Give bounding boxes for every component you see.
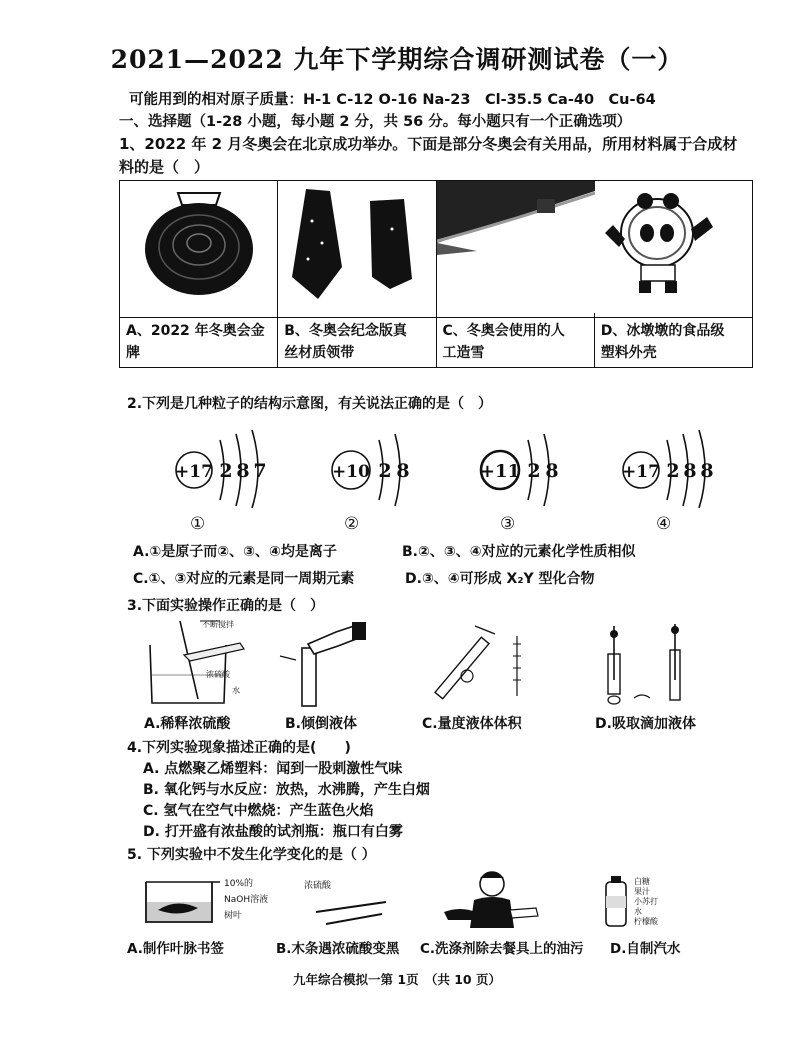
particle-label-2: ② — [344, 514, 360, 534]
q5-stem: 5. 下列实验中不发生化学变化的是（ ） — [127, 847, 376, 863]
page-title: 2021—2022 九年下学期综合调研测试卷（一） — [110, 45, 684, 74]
leaf-vein-figure — [140, 872, 290, 932]
particle-diagram-1 — [168, 428, 268, 508]
svg-text:果汁: 果汁 — [634, 887, 650, 896]
q3-option-c[interactable]: C.量度液体体积 — [422, 716, 522, 732]
particle-diagram-3 — [474, 428, 564, 508]
dilute-acid-figure — [140, 615, 260, 710]
q2-option-a[interactable]: A.①是原子而②、③、④均是离子 — [133, 544, 337, 560]
q4-option-d[interactable]: D. 打开盛有浓盐酸的试剂瓶：瓶口有白雾 — [143, 824, 403, 840]
q3-stem: 3.下面实验操作正确的是（ ） — [127, 598, 325, 614]
q2-option-d[interactable]: D.③、④可形成 X₂Y 型化合物 — [405, 571, 595, 587]
svg-text:8: 8 — [236, 460, 250, 482]
particle-label-4: ④ — [656, 514, 672, 534]
washing-dishes-figure — [440, 866, 550, 936]
svg-text:2: 2 — [219, 460, 233, 482]
svg-text:树叶: 树叶 — [224, 911, 243, 921]
svg-text:8: 8 — [545, 460, 559, 482]
q5-option-c[interactable]: C.洗涤剂除去餐具上的油污 — [420, 941, 584, 957]
pour-liquid-figure — [272, 620, 382, 710]
q4-option-b[interactable]: B. 氧化钙与水反应：放热，水沸腾，产生白烟 — [143, 782, 430, 798]
svg-text:8: 8 — [700, 460, 714, 482]
svg-text:浓硫酸: 浓硫酸 — [304, 881, 332, 891]
q3-option-d[interactable]: D.吸取滴加液体 — [595, 716, 696, 732]
svg-text:小苏打: 小苏打 — [634, 897, 658, 906]
homemade-soda-figure — [600, 872, 690, 932]
svg-text:10%的: 10%的 — [224, 879, 254, 889]
gold-medal-icon — [120, 181, 278, 313]
q5-option-d[interactable]: D.自制汽水 — [610, 941, 681, 957]
svg-text:+17: +17 — [622, 462, 660, 482]
q5-option-b[interactable]: B.木条遇浓硫酸变黑 — [276, 941, 400, 957]
bing-dwen-dwen-icon — [595, 181, 753, 313]
q3-option-a[interactable]: A.稀释浓硫酸 — [144, 716, 231, 732]
dropper-figure — [590, 620, 700, 710]
svg-text:水: 水 — [232, 686, 240, 695]
particle-label-3: ③ — [500, 514, 516, 534]
q1-image-b — [278, 181, 436, 318]
q1-image-d — [594, 181, 752, 318]
svg-text:+17: +17 — [175, 462, 213, 482]
q1-option-c[interactable]: C、冬奥会使用的人 工造雪 — [436, 318, 594, 368]
q2-option-c[interactable]: C.①、③对应的元素是同一周期元素 — [133, 571, 355, 587]
q1-options-table — [119, 180, 753, 368]
page-footer: 九年综合模拟一第 1页 （共 10 页） — [293, 972, 501, 987]
q1-image-c — [436, 181, 594, 318]
svg-text:8: 8 — [683, 460, 697, 482]
silk-tie-icon — [278, 181, 436, 313]
section-heading: 一、选择题（1-28 小题，每小题 2 分，共 56 分。每小题只有一个正确选项） — [119, 114, 632, 130]
svg-text:+10: +10 — [332, 462, 370, 482]
q4-option-a[interactable]: A. 点燃聚乙烯塑料：闻到一股刺激性气味 — [143, 761, 403, 777]
svg-text:8: 8 — [396, 460, 410, 482]
svg-text:2: 2 — [378, 460, 392, 482]
svg-text:7: 7 — [253, 460, 267, 482]
q1-option-d[interactable]: D、冰墩墩的食品级 塑料外壳 — [594, 318, 752, 368]
svg-text:浓硫酸: 浓硫酸 — [206, 670, 230, 679]
svg-text:2: 2 — [527, 460, 541, 482]
svg-text:2: 2 — [666, 460, 680, 482]
q1-stem-line2: 料的是（ ） — [119, 158, 210, 176]
particle-diagram-2 — [325, 428, 415, 508]
q1-stem-line1: 1、2022 年 2 月冬奥会在北京成功举办。下面是部分冬奥会有关用品，所用材料属于合成材 — [119, 135, 738, 153]
q1-option-a[interactable]: A、2022 年冬奥会金 牌 — [120, 318, 278, 368]
measure-volume-figure — [405, 620, 545, 710]
particle-diagram-4 — [615, 428, 715, 508]
svg-text:不断搅拌: 不断搅拌 — [202, 620, 234, 629]
q4-stem: 4.下列实验现象描述正确的是( ) — [127, 740, 351, 756]
svg-text:柠檬酸: 柠檬酸 — [634, 917, 658, 926]
artificial-snow-icon — [437, 181, 595, 313]
svg-text:水: 水 — [634, 907, 642, 916]
svg-text:NaOH溶液: NaOH溶液 — [224, 895, 269, 905]
q5-option-a[interactable]: A.制作叶脉书签 — [127, 941, 224, 957]
q2-option-b[interactable]: B.②、③、④对应的元素化学性质相似 — [402, 544, 636, 560]
q1-option-b[interactable]: B、冬奥会纪念版真 丝材质领带 — [278, 318, 436, 368]
q3-option-b[interactable]: B.倾倒液体 — [285, 716, 357, 732]
svg-text:白糖: 白糖 — [634, 877, 650, 886]
q4-option-c[interactable]: C. 氢气在空气中燃烧：产生蓝色火焰 — [143, 803, 374, 819]
stick-acid-figure — [296, 872, 396, 932]
q2-stem: 2.下列是几种粒子的结构示意图，有关说法正确的是（ ） — [127, 396, 493, 412]
q1-image-a — [120, 181, 278, 318]
particle-label-1: ① — [190, 514, 206, 534]
atomic-mass-line: 可能用到的相对原子质量：H-1 C-12 O-16 Na-23 Cl-35.5 Ca-40 Cu-64 — [129, 92, 656, 108]
svg-text:+11: +11 — [479, 461, 521, 482]
